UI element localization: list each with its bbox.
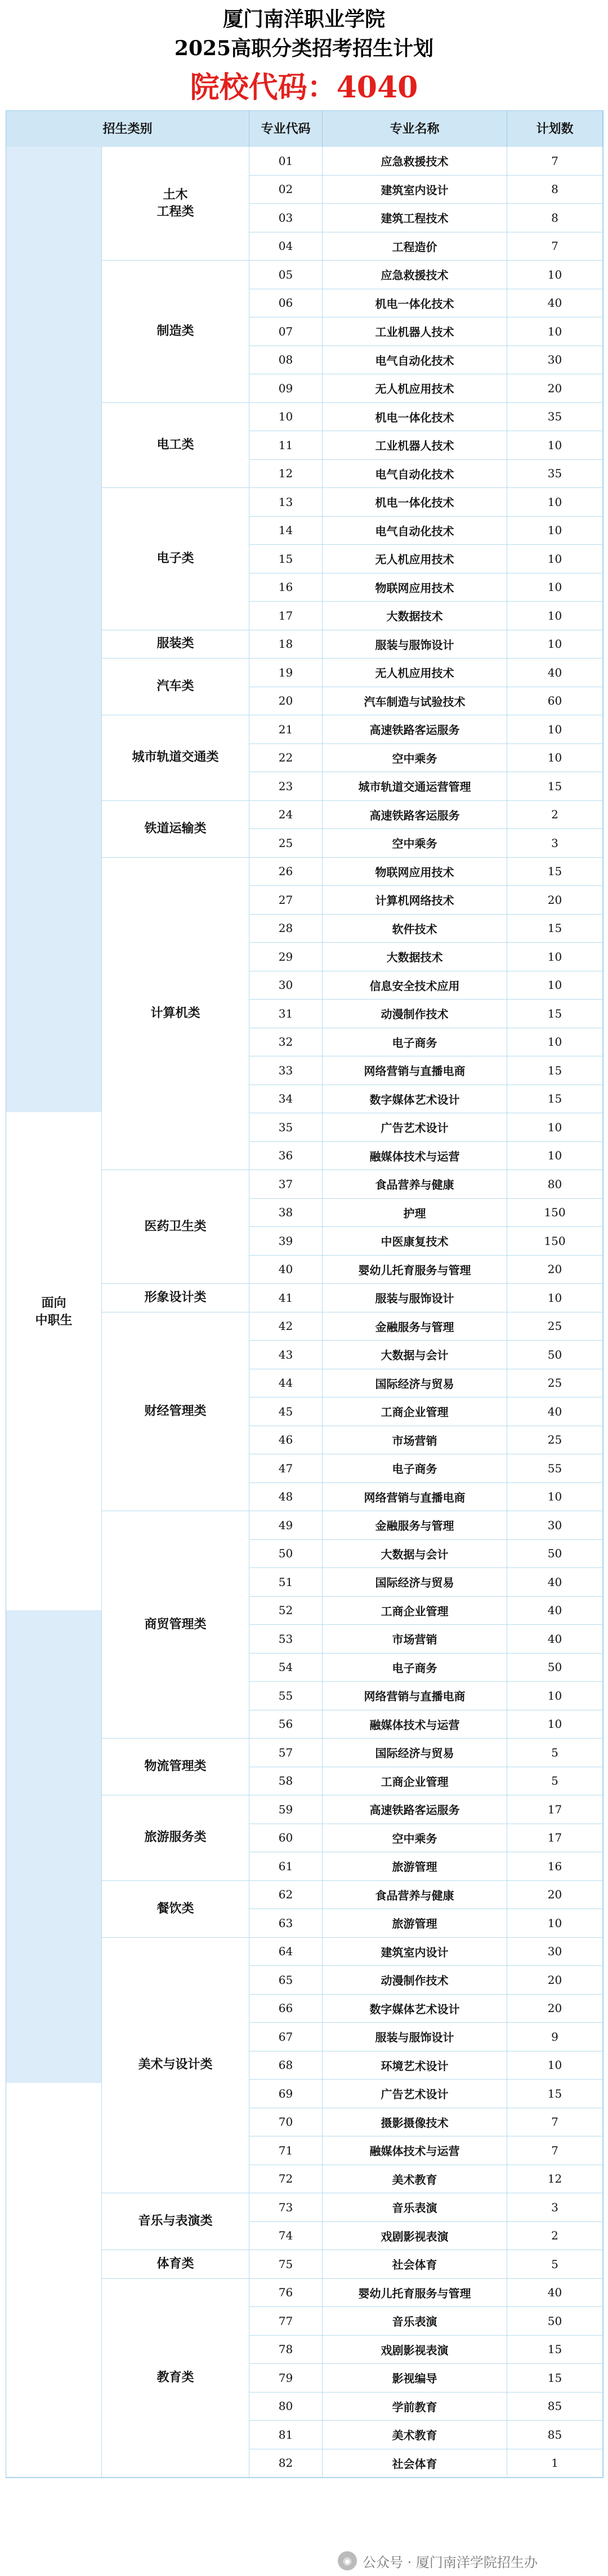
plan-count-cell: 10 <box>507 545 603 574</box>
major-name-cell: 工程造价 <box>323 232 507 261</box>
plan-count-cell: 17 <box>507 1795 603 1824</box>
major-name-cell: 网络营销与直播电商 <box>323 1056 507 1085</box>
major-code-cell: 06 <box>249 289 323 318</box>
major-name-cell: 美术教育 <box>323 2421 507 2449</box>
plan-count-cell: 10 <box>507 1682 603 1710</box>
plan-count-cell: 40 <box>507 658 603 687</box>
plan-count-cell: 15 <box>507 915 603 943</box>
major-code-cell: 14 <box>249 517 323 545</box>
major-code-cell: 37 <box>249 1170 323 1199</box>
plan-count-cell: 12 <box>507 2165 603 2194</box>
major-name-cell: 高速铁路客运服务 <box>323 1795 507 1824</box>
plan-count-cell: 15 <box>507 2080 603 2108</box>
major-code-cell: 21 <box>249 715 323 744</box>
plan-count-cell: 10 <box>507 630 603 659</box>
major-name-cell: 广告艺术设计 <box>323 1113 507 1142</box>
major-name-cell: 工业机器人技术 <box>323 431 507 460</box>
plan-count-cell: 50 <box>507 2307 603 2336</box>
major-code-cell: 13 <box>249 488 323 517</box>
plan-count-cell: 40 <box>507 289 603 318</box>
page-header <box>0 0 608 64</box>
plan-count-cell: 15 <box>507 1056 603 1085</box>
plan-count-cell: 15 <box>507 2364 603 2393</box>
major-name-cell: 电子商务 <box>323 1654 507 1682</box>
plan-count-cell: 16 <box>507 1852 603 1881</box>
category-cell: 电子类 <box>102 488 249 630</box>
wechat-icon: ◉ <box>338 2551 357 2570</box>
plan-count-cell: 7 <box>507 2136 603 2165</box>
major-name-cell: 食品营养与健康 <box>323 1881 507 1910</box>
major-code-cell: 29 <box>249 943 323 971</box>
major-code-cell: 39 <box>249 1227 323 1256</box>
plan-count-cell: 8 <box>507 176 603 204</box>
major-name-cell: 婴幼儿托育服务与管理 <box>323 2279 507 2308</box>
plan-count-cell: 10 <box>507 1113 603 1142</box>
major-code-cell: 31 <box>249 1000 323 1028</box>
plan-count-cell: 10 <box>507 431 603 460</box>
major-code-cell: 24 <box>249 801 323 830</box>
plan-count-cell: 25 <box>507 1369 603 1398</box>
major-name-cell: 网络营销与直播电商 <box>323 1682 507 1710</box>
major-code-cell: 50 <box>249 1540 323 1569</box>
major-code-cell: 74 <box>249 2222 323 2251</box>
major-code-cell: 42 <box>249 1312 323 1341</box>
category-cell: 汽车类 <box>102 658 249 715</box>
category-cell: 旅游服务类 <box>102 1795 249 1881</box>
major-code-cell: 69 <box>249 2080 323 2108</box>
plan-count-cell: 10 <box>507 1909 603 1938</box>
plan-count-cell: 50 <box>507 1540 603 1569</box>
plan-count-cell: 150 <box>507 1227 603 1256</box>
major-code-cell: 08 <box>249 346 323 375</box>
major-name-cell: 工业机器人技术 <box>323 317 507 346</box>
major-name-cell: 电气自动化技术 <box>323 517 507 545</box>
plan-count-cell: 1 <box>507 2449 603 2478</box>
plan-count-cell: 85 <box>507 2421 603 2449</box>
major-code-cell: 68 <box>249 2051 323 2080</box>
plan-count-cell: 15 <box>507 772 603 801</box>
major-code-cell: 60 <box>249 1824 323 1853</box>
plan-count-cell: 40 <box>507 1597 603 1625</box>
major-name-cell: 汽车制造与试验技术 <box>323 687 507 716</box>
major-code-cell: 46 <box>249 1426 323 1455</box>
plan-count-cell: 40 <box>507 2279 603 2308</box>
school-code: 院校代码：4040 <box>190 70 418 105</box>
plan-count-cell: 10 <box>507 317 603 346</box>
category-cell: 财经管理类 <box>102 1312 249 1512</box>
major-name-cell: 数字媒体艺术设计 <box>323 1085 507 1114</box>
major-name-cell: 大数据与会计 <box>323 1341 507 1369</box>
plan-count-cell: 10 <box>507 574 603 602</box>
major-code-cell: 36 <box>249 1142 323 1171</box>
major-code-cell: 75 <box>249 2250 323 2279</box>
major-code-cell: 45 <box>249 1397 323 1426</box>
audience-cell: 面向 中职生 <box>6 147 102 2478</box>
major-code-cell: 81 <box>249 2421 323 2449</box>
category-cell: 土木 工程类 <box>102 147 249 261</box>
plan-count-cell: 85 <box>507 2393 603 2421</box>
major-code-cell: 04 <box>249 232 323 261</box>
enrollment-plan-table <box>6 110 603 2478</box>
major-name-cell: 中医康复技术 <box>323 1227 507 1256</box>
plan-count-cell: 55 <box>507 1454 603 1483</box>
major-code-cell: 18 <box>249 630 323 659</box>
major-code-cell: 12 <box>249 460 323 489</box>
major-code-cell: 40 <box>249 1256 323 1284</box>
plan-count-cell: 150 <box>507 1199 603 1227</box>
school-code-bar <box>0 65 608 110</box>
school-name: 厦门南洋职业学院 <box>222 7 385 31</box>
major-code-cell: 78 <box>249 2336 323 2364</box>
major-name-cell: 金融服务与管理 <box>323 1312 507 1341</box>
major-name-cell: 信息安全技术应用 <box>323 971 507 1000</box>
plan-count-cell: 30 <box>507 346 603 375</box>
header-category: 招生类别 <box>6 111 249 147</box>
major-code-cell: 26 <box>249 858 323 886</box>
plan-count-cell: 60 <box>507 687 603 716</box>
watermark-text: 公众号 · 厦门南洋学院招生办 <box>363 2554 538 2570</box>
major-name-cell: 应急救援技术 <box>323 147 507 176</box>
major-name-cell: 食品营养与健康 <box>323 1170 507 1199</box>
major-name-cell: 音乐表演 <box>323 2307 507 2336</box>
category-cell: 制造类 <box>102 261 249 403</box>
plan-count-cell: 3 <box>507 829 603 858</box>
major-code-cell: 10 <box>249 403 323 432</box>
major-name-cell: 电气自动化技术 <box>323 460 507 489</box>
plan-count-cell: 5 <box>507 2250 603 2279</box>
major-code-cell: 65 <box>249 1966 323 1995</box>
plan-count-cell: 30 <box>507 1938 603 1966</box>
major-name-cell: 融媒体技术与运营 <box>323 2136 507 2165</box>
major-name-cell: 无人机应用技术 <box>323 374 507 403</box>
major-name-cell: 工商企业管理 <box>323 1397 507 1426</box>
plan-count-cell: 10 <box>507 1284 603 1312</box>
major-name-cell: 机电一体化技术 <box>323 403 507 432</box>
plan-count-cell: 25 <box>507 1426 603 1455</box>
category-cell: 铁道运输类 <box>102 801 249 858</box>
major-code-cell: 19 <box>249 658 323 687</box>
major-code-cell: 54 <box>249 1654 323 1682</box>
plan-count-cell: 35 <box>507 403 603 432</box>
plan-count-cell: 10 <box>507 261 603 289</box>
major-name-cell: 戏剧影视表演 <box>323 2336 507 2364</box>
major-code-cell: 58 <box>249 1767 323 1796</box>
plan-count-cell: 50 <box>507 1654 603 1682</box>
major-code-cell: 44 <box>249 1369 323 1398</box>
plan-count-cell: 10 <box>507 602 603 630</box>
major-code-cell: 07 <box>249 317 323 346</box>
plan-count-cell: 15 <box>507 1085 603 1114</box>
major-name-cell: 空中乘务 <box>323 1824 507 1853</box>
plan-count-cell: 40 <box>507 1568 603 1597</box>
major-name-cell: 旅游管理 <box>323 1909 507 1938</box>
major-code-cell: 09 <box>249 374 323 403</box>
major-name-cell: 空中乘务 <box>323 829 507 858</box>
major-name-cell: 融媒体技术与运营 <box>323 1142 507 1171</box>
major-name-cell: 建筑工程技术 <box>323 204 507 232</box>
header-major: 专业名称 <box>323 111 507 147</box>
category-cell: 服装类 <box>102 630 249 659</box>
major-code-cell: 62 <box>249 1881 323 1910</box>
major-code-cell: 55 <box>249 1682 323 1710</box>
category-cell: 医药卫生类 <box>102 1170 249 1284</box>
major-name-cell: 物联网应用技术 <box>323 574 507 602</box>
plan-count-cell: 10 <box>507 517 603 545</box>
major-name-cell: 建筑室内设计 <box>323 1938 507 1966</box>
plan-count-cell: 15 <box>507 2336 603 2364</box>
major-code-cell: 61 <box>249 1852 323 1881</box>
major-code-cell: 34 <box>249 1085 323 1114</box>
major-code-cell: 71 <box>249 2136 323 2165</box>
major-code-cell: 48 <box>249 1483 323 1512</box>
major-code-cell: 01 <box>249 147 323 176</box>
major-code-cell: 15 <box>249 545 323 574</box>
major-code-cell: 35 <box>249 1113 323 1142</box>
major-code-cell: 38 <box>249 1199 323 1227</box>
plan-count-cell: 10 <box>507 1483 603 1512</box>
wechat-watermark <box>338 2548 602 2573</box>
major-code-cell: 76 <box>249 2279 323 2308</box>
major-name-cell: 广告艺术设计 <box>323 2080 507 2108</box>
plan-count-cell: 7 <box>507 2108 603 2137</box>
major-name-cell: 社会体育 <box>323 2250 507 2279</box>
plan-count-cell: 80 <box>507 1170 603 1199</box>
major-name-cell: 学前教育 <box>323 2393 507 2421</box>
major-name-cell: 国际经济与贸易 <box>323 1739 507 1767</box>
major-code-cell: 17 <box>249 602 323 630</box>
category-cell: 商贸管理类 <box>102 1511 249 1739</box>
major-code-cell: 28 <box>249 915 323 943</box>
major-name-cell: 市场营销 <box>323 1625 507 1654</box>
major-name-cell: 社会体育 <box>323 2449 507 2478</box>
plan-count-cell: 17 <box>507 1824 603 1853</box>
plan-count-cell: 20 <box>507 886 603 915</box>
major-name-cell: 软件技术 <box>323 915 507 943</box>
plan-count-cell: 10 <box>507 2051 603 2080</box>
plan-count-cell: 20 <box>507 1966 603 1995</box>
plan-count-cell: 10 <box>507 488 603 517</box>
category-cell: 形象设计类 <box>102 1284 249 1312</box>
major-code-cell: 64 <box>249 1938 323 1966</box>
major-name-cell: 音乐表演 <box>323 2193 507 2222</box>
plan-count-cell: 8 <box>507 204 603 232</box>
plan-count-cell: 15 <box>507 858 603 886</box>
major-code-cell: 33 <box>249 1056 323 1085</box>
major-code-cell: 32 <box>249 1028 323 1057</box>
plan-count-cell: 15 <box>507 1000 603 1028</box>
major-code-cell: 22 <box>249 744 323 773</box>
major-name-cell: 服装与服饰设计 <box>323 1284 507 1312</box>
major-name-cell: 高速铁路客运服务 <box>323 715 507 744</box>
major-name-cell: 网络营销与直播电商 <box>323 1483 507 1512</box>
header-code: 专业代码 <box>249 111 323 147</box>
major-code-cell: 30 <box>249 971 323 1000</box>
plan-count-cell: 40 <box>507 1397 603 1426</box>
major-code-cell: 41 <box>249 1284 323 1312</box>
major-name-cell: 美术教育 <box>323 2165 507 2194</box>
major-code-cell: 59 <box>249 1795 323 1824</box>
major-code-cell: 51 <box>249 1568 323 1597</box>
plan-count-cell: 20 <box>507 1995 603 2023</box>
plan-count-cell: 10 <box>507 971 603 1000</box>
category-cell: 音乐与表演类 <box>102 2193 249 2250</box>
major-code-cell: 82 <box>249 2449 323 2478</box>
category-cell: 城市轨道交通类 <box>102 715 249 801</box>
major-name-cell: 建筑室内设计 <box>323 176 507 204</box>
major-name-cell: 工商企业管理 <box>323 1767 507 1796</box>
category-cell: 美术与设计类 <box>102 1938 249 2194</box>
plan-count-cell: 20 <box>507 1881 603 1910</box>
major-code-cell: 11 <box>249 431 323 460</box>
major-code-cell: 57 <box>249 1739 323 1767</box>
major-name-cell: 动漫制作技术 <box>323 1000 507 1028</box>
major-name-cell: 融媒体技术与运营 <box>323 1710 507 1739</box>
major-name-cell: 电气自动化技术 <box>323 346 507 375</box>
plan-count-cell: 3 <box>507 2193 603 2222</box>
header-count: 计划数 <box>507 111 603 147</box>
plan-count-cell: 9 <box>507 2023 603 2051</box>
major-name-cell: 高速铁路客运服务 <box>323 801 507 830</box>
major-code-cell: 43 <box>249 1341 323 1369</box>
major-code-cell: 03 <box>249 204 323 232</box>
major-code-cell: 27 <box>249 886 323 915</box>
major-code-cell: 23 <box>249 772 323 801</box>
category-cell: 物流管理类 <box>102 1739 249 1795</box>
plan-count-cell: 30 <box>507 1511 603 1540</box>
plan-count-cell: 7 <box>507 147 603 176</box>
major-name-cell: 护理 <box>323 1199 507 1227</box>
major-code-cell: 47 <box>249 1454 323 1483</box>
category-cell: 电工类 <box>102 403 249 489</box>
major-name-cell: 无人机应用技术 <box>323 545 507 574</box>
major-name-cell: 数字媒体艺术设计 <box>323 1995 507 2023</box>
major-code-cell: 80 <box>249 2393 323 2421</box>
major-name-cell: 国际经济与贸易 <box>323 1568 507 1597</box>
plan-count-cell: 10 <box>507 1710 603 1739</box>
plan-count-cell: 10 <box>507 744 603 773</box>
plan-count-cell: 25 <box>507 1312 603 1341</box>
major-name-cell: 机电一体化技术 <box>323 289 507 318</box>
plan-count-cell: 10 <box>507 1028 603 1057</box>
plan-count-cell: 20 <box>507 374 603 403</box>
plan-count-cell: 10 <box>507 943 603 971</box>
plan-count-cell: 20 <box>507 1256 603 1284</box>
major-code-cell: 20 <box>249 687 323 716</box>
plan-count-cell: 50 <box>507 1341 603 1369</box>
category-cell: 教育类 <box>102 2279 249 2478</box>
major-name-cell: 电子商务 <box>323 1028 507 1057</box>
major-code-cell: 73 <box>249 2193 323 2222</box>
category-cell: 计算机类 <box>102 858 249 1171</box>
major-name-cell: 影视编导 <box>323 2364 507 2393</box>
major-name-cell: 计算机网络技术 <box>323 886 507 915</box>
major-code-cell: 16 <box>249 574 323 602</box>
major-code-cell: 49 <box>249 1511 323 1540</box>
major-code-cell: 53 <box>249 1625 323 1654</box>
major-name-cell: 工商企业管理 <box>323 1597 507 1625</box>
major-name-cell: 摄影摄像技术 <box>323 2108 507 2137</box>
major-name-cell: 国际经济与贸易 <box>323 1369 507 1398</box>
major-code-cell: 70 <box>249 2108 323 2137</box>
major-name-cell: 大数据技术 <box>323 943 507 971</box>
major-code-cell: 56 <box>249 1710 323 1739</box>
major-code-cell: 02 <box>249 176 323 204</box>
major-name-cell: 电子商务 <box>323 1454 507 1483</box>
major-name-cell: 戏剧影视表演 <box>323 2222 507 2251</box>
major-name-cell: 空中乘务 <box>323 744 507 773</box>
plan-count-cell: 2 <box>507 2222 603 2251</box>
major-name-cell: 城市轨道交通运营管理 <box>323 772 507 801</box>
plan-count-cell: 5 <box>507 1767 603 1796</box>
major-code-cell: 72 <box>249 2165 323 2194</box>
major-name-cell: 服装与服饰设计 <box>323 2023 507 2051</box>
major-code-cell: 05 <box>249 261 323 289</box>
category-cell: 体育类 <box>102 2250 249 2279</box>
major-name-cell: 金融服务与管理 <box>323 1511 507 1540</box>
plan-count-cell: 35 <box>507 460 603 489</box>
major-name-cell: 动漫制作技术 <box>323 1966 507 1995</box>
plan-title: 2025高职分类招考招生计划 <box>174 37 434 60</box>
major-code-cell: 66 <box>249 1995 323 2023</box>
major-code-cell: 52 <box>249 1597 323 1625</box>
plan-count-cell: 10 <box>507 1142 603 1171</box>
major-name-cell: 服装与服饰设计 <box>323 630 507 659</box>
major-code-cell: 25 <box>249 829 323 858</box>
major-code-cell: 67 <box>249 2023 323 2051</box>
plan-count-cell: 2 <box>507 801 603 830</box>
major-name-cell: 大数据与会计 <box>323 1540 507 1569</box>
major-name-cell: 大数据技术 <box>323 602 507 630</box>
major-name-cell: 环境艺术设计 <box>323 2051 507 2080</box>
category-cell: 餐饮类 <box>102 1881 249 1938</box>
major-name-cell: 市场营销 <box>323 1426 507 1455</box>
major-code-cell: 79 <box>249 2364 323 2393</box>
major-name-cell: 物联网应用技术 <box>323 858 507 886</box>
major-name-cell: 机电一体化技术 <box>323 488 507 517</box>
plan-count-cell: 7 <box>507 232 603 261</box>
plan-count-cell: 5 <box>507 1739 603 1767</box>
major-name-cell: 应急救援技术 <box>323 261 507 289</box>
major-code-cell: 63 <box>249 1909 323 1938</box>
major-name-cell: 无人机应用技术 <box>323 658 507 687</box>
plan-count-cell: 10 <box>507 715 603 744</box>
major-name-cell: 婴幼儿托育服务与管理 <box>323 1256 507 1284</box>
plan-count-cell: 40 <box>507 1625 603 1654</box>
major-code-cell: 77 <box>249 2307 323 2336</box>
major-name-cell: 旅游管理 <box>323 1852 507 1881</box>
